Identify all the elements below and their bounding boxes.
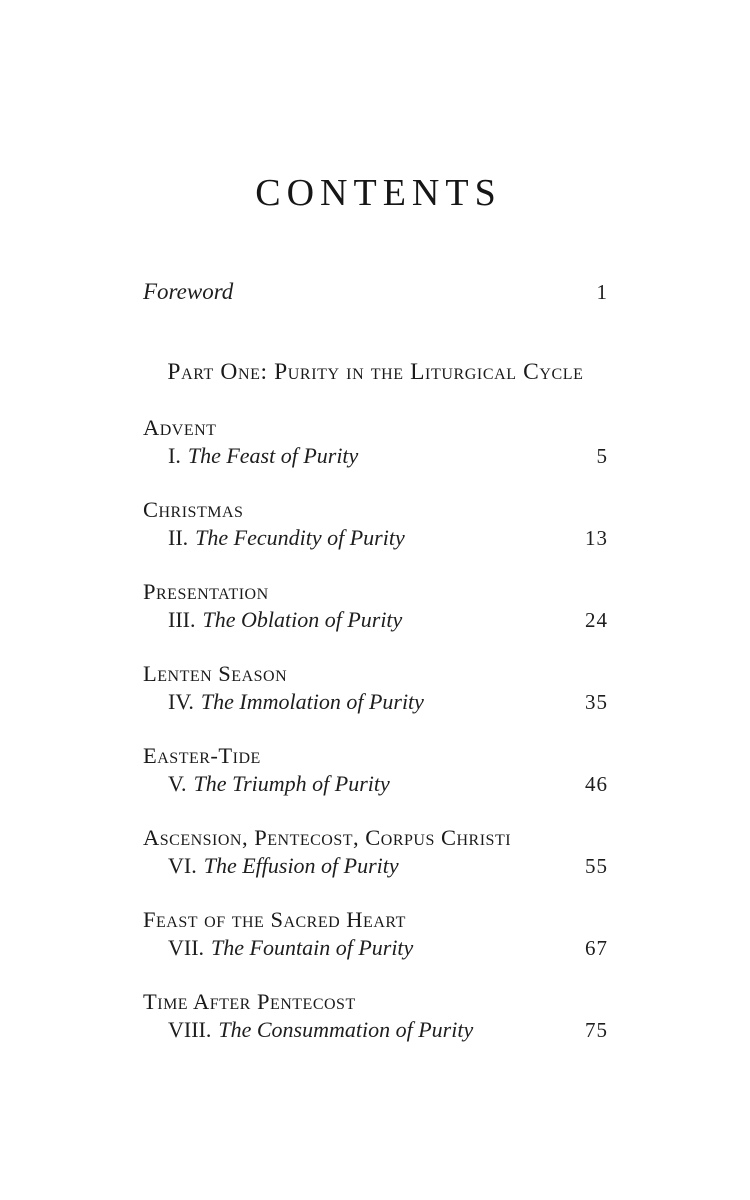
chapter-entry (143, 606, 608, 634)
chapter-entry-left (143, 442, 358, 470)
chapter-entry (143, 524, 608, 552)
foreword-label: Foreword (143, 279, 234, 304)
chapter-page-number: 55 (585, 854, 608, 878)
toc-section-easter-tide (143, 742, 608, 798)
season-heading: Presentation (143, 579, 269, 604)
chapter-title: The Fountain of Purity (211, 935, 414, 960)
chapter-entry (143, 1016, 608, 1044)
chapter-page-number: 13 (585, 526, 608, 550)
chapter-entry (143, 934, 608, 962)
chapter-numeral: VII. (168, 935, 205, 960)
chapter-page-number: 46 (585, 772, 608, 796)
toc-section-presentation (143, 578, 608, 634)
chapter-page-number: 24 (585, 608, 608, 632)
chapter-numeral: III. (168, 607, 196, 632)
toc-section-advent (143, 414, 608, 470)
foreword-entry (143, 278, 608, 306)
chapter-numeral: VIII. (168, 1017, 212, 1042)
season-heading: Christmas (143, 497, 244, 522)
toc-content (143, 0, 608, 1070)
chapter-numeral: V. (168, 771, 187, 796)
part-heading: Part One: Purity in the Liturgical Cycle (167, 359, 584, 385)
chapter-entry-left (143, 1016, 473, 1044)
chapter-entry (143, 770, 608, 798)
chapter-entry-left (143, 606, 402, 634)
chapter-numeral: II. (168, 525, 189, 550)
chapter-title: The Oblation of Purity (202, 607, 403, 632)
page-title: CONTENTS (255, 172, 502, 214)
season-heading: Time After Pentecost (143, 989, 356, 1014)
toc-group-list (143, 414, 608, 1044)
season-heading: Advent (143, 415, 217, 440)
toc-section-christmas (143, 496, 608, 552)
season-heading: Easter-Tide (143, 743, 261, 768)
toc-section-feast-of-the-sacred-heart (143, 906, 608, 962)
chapter-page-number: 75 (585, 1018, 608, 1042)
chapter-entry-left (143, 852, 399, 880)
season-heading: Feast of the Sacred Heart (143, 907, 406, 932)
chapter-page-number: 35 (585, 690, 608, 714)
toc-section-ascension-pentecost-corpus-christi (143, 824, 608, 880)
chapter-entry-left (143, 688, 424, 716)
chapter-title: The Effusion of Purity (203, 853, 399, 878)
chapter-page-number: 67 (585, 936, 608, 960)
chapter-numeral: IV. (168, 689, 194, 714)
season-heading: Ascension, Pentecost, Corpus Christi (143, 825, 512, 850)
chapter-title: The Feast of Purity (187, 443, 359, 468)
chapter-numeral: I. (168, 443, 181, 468)
chapter-page-number: 5 (596, 444, 608, 468)
chapter-title: The Immolation of Purity (200, 689, 424, 714)
chapter-title: The Consummation of Purity (218, 1017, 474, 1042)
chapter-entry-left (143, 770, 390, 798)
toc-section-lenten-season (143, 660, 608, 716)
chapter-title: The Fecundity of Purity (195, 525, 405, 550)
chapter-entry-left (143, 524, 405, 552)
chapter-numeral: VI. (168, 853, 197, 878)
toc-section-time-after-pentecost (143, 988, 608, 1044)
foreword-page-number: 1 (596, 280, 608, 304)
season-heading: Lenten Season (143, 661, 288, 686)
chapter-entry-left (143, 934, 413, 962)
chapter-entry (143, 442, 608, 470)
chapter-title: The Triumph of Purity (193, 771, 390, 796)
chapter-entry (143, 852, 608, 880)
chapter-entry (143, 688, 608, 716)
